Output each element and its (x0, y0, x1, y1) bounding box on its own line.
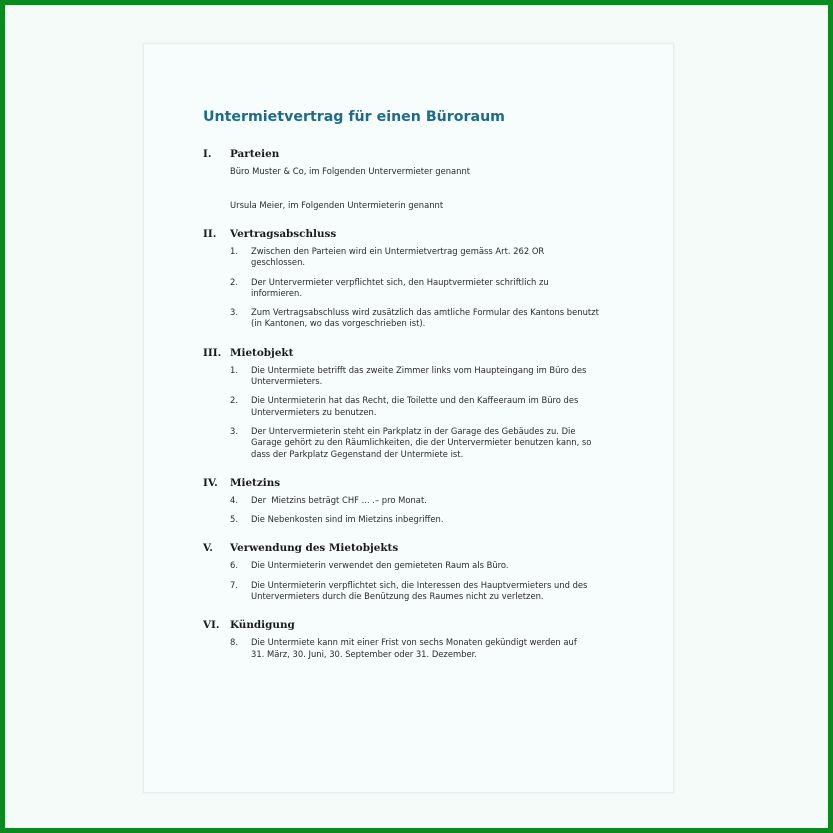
item-number: 3. (230, 307, 238, 318)
item-text-line: Untervermieters zu benutzen. (251, 406, 377, 417)
section-heading (203, 347, 633, 363)
list-item (203, 637, 633, 660)
section-2 (203, 228, 633, 330)
item-text-line: Die Untermieterin verwendet den gemieteten Raum als Büro. (251, 560, 509, 571)
item-number: 3. (230, 425, 238, 436)
section-1 (203, 148, 633, 211)
item-number: 5. (230, 514, 238, 525)
item-text-line: Der Untervermieterin steht ein Parkplatz in der Garage des Gebäudes zu. Die (251, 425, 576, 436)
item-number: 1. (230, 246, 238, 256)
list-item (203, 560, 633, 571)
item-number: 2. (230, 276, 238, 287)
item-text-line: informieren. (251, 287, 303, 298)
list-item (203, 495, 633, 506)
item-text-line: Die Untermiete kann mit einer Frist von sechs Monaten gekündigt werden auf (251, 637, 577, 648)
list-item (203, 365, 633, 388)
sections-container (203, 148, 633, 660)
list-item (203, 246, 633, 269)
item-text-line: dass der Parkplatz Gegenstand der Untermiete ist. (251, 448, 464, 459)
document-title: Untermietvertrag für einen Büroraum (203, 109, 505, 125)
section-heading (203, 542, 633, 558)
section-number: III. (203, 346, 222, 359)
section-number: II. (203, 228, 217, 240)
item-text-line: Untervermieters. (251, 376, 323, 387)
document-content (203, 109, 633, 660)
item-number: 1. (230, 364, 238, 375)
item-number: 2. (230, 395, 238, 406)
list-item (203, 277, 633, 300)
item-text-line: Die Untermieterin verpflichtet sich, die Interessen des Hauptvermieters und des (251, 579, 588, 590)
item-text-line: Die Untermieterin hat das Recht, die Toilette und den Kaffeeraum im Büro des (251, 395, 579, 406)
section-heading (203, 148, 633, 164)
list-item (203, 395, 633, 418)
section-title: Parteien (230, 148, 280, 160)
item-number: 6. (230, 560, 238, 571)
section-number: IV. (203, 476, 218, 489)
section-4 (203, 477, 633, 526)
section-heading (203, 619, 633, 635)
list-item (203, 426, 633, 460)
section-6 (203, 619, 633, 660)
section-number: V. (203, 542, 213, 555)
section-3 (203, 347, 633, 460)
item-text-line: Untervermieters durch die Benützung des Raumes nicht zu verletzen. (251, 591, 544, 602)
list-item (203, 307, 633, 330)
document-page (143, 43, 674, 793)
section-number: I. (203, 148, 212, 160)
section-number: VI. (203, 619, 220, 632)
item-number: 7. (230, 579, 238, 590)
section-title: Mietzins (230, 476, 281, 489)
item-text-line: geschlossen. (251, 257, 306, 268)
item-number: 4. (230, 494, 238, 505)
item-text-line: Die Untermiete betrifft das zweite Zimmer links vom Haupteingang im Büro des (251, 364, 587, 375)
item-text-line: Garage gehört zu den Räumlichkeiten, die der Untervermieter benutzen kann, so (251, 437, 592, 448)
section-title: Vertragsabschluss (230, 228, 337, 240)
item-text-line: 31. März, 30. Juni, 30. September oder 31. Dezember. (251, 648, 477, 659)
section-5 (203, 542, 633, 602)
party-line: Ursula Meier, im Folgenden Untermieterin genannt (230, 199, 444, 210)
section-title: Verwendung des Mietobjekts (230, 542, 399, 555)
item-text-line: Der Mietzins beträgt CHF ... .– pro Monat. (251, 494, 427, 505)
list-item (203, 514, 633, 525)
section-heading (203, 477, 633, 493)
item-text-line: (in Kantonen, wo das vorgeschrieben ist). (251, 318, 426, 329)
party-line: Büro Muster & Co, im Folgenden Untervermieter genannt (230, 166, 471, 176)
item-text-line: Die Nebenkosten sind im Mietzins inbegriffen. (251, 514, 444, 525)
item-number: 8. (230, 637, 238, 648)
item-text-line: Der Untervermieter verpflichtet sich, den Hauptvermieter schriftlich zu (251, 276, 549, 287)
item-text-line: Zwischen den Parteien wird ein Untermietvertrag gemäss Art. 262 OR (251, 246, 545, 256)
item-text-line: Zum Vertragsabschluss wird zusätzlich das amtliche Formular des Kantons benutzt (251, 307, 599, 318)
list-item (203, 580, 633, 603)
section-title: Mietobjekt (230, 346, 294, 359)
section-heading (203, 228, 633, 244)
section-title: Kündigung (230, 619, 295, 632)
